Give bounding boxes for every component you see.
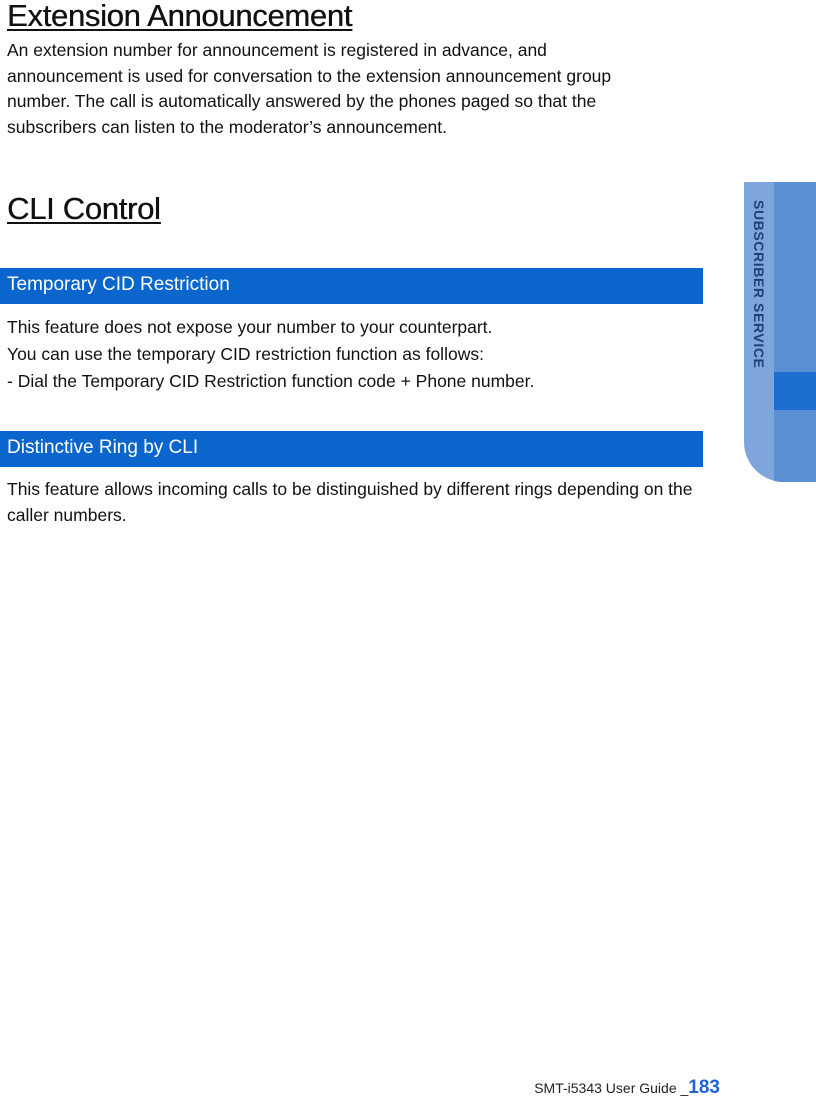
section-heading-cli-control: CLI Control bbox=[7, 191, 161, 226]
page-footer bbox=[534, 1077, 720, 1099]
chapter-side-tab bbox=[744, 182, 816, 482]
footer-guide-title: SMT-i5343 User Guide _ bbox=[534, 1080, 689, 1096]
subsection-title: Temporary CID Restriction bbox=[7, 274, 230, 295]
paragraph-distinctive-ring: This feature allows incoming calls to be distinguished by different rings depending on the caller numbers. bbox=[7, 479, 693, 525]
paragraph-line: This feature does not expose your number to your counterpart. bbox=[7, 317, 493, 337]
paragraph-extension-announcement: An extension number for announcement is registered in advance, and announcement is used for conversation to the extension announcement group number. The call is automatically answered by the phones paged so that the subscribers can listen to the moderator’s announcement. bbox=[7, 40, 612, 137]
subsection-bar-distinctive-ring bbox=[0, 431, 703, 467]
paragraph-line: You can use the temporary CID restriction function as follows: bbox=[7, 344, 484, 364]
subsection-title: Distinctive Ring by CLI bbox=[7, 437, 199, 458]
side-tab-label: SUBSCRIBER SERVICE bbox=[751, 200, 767, 369]
page-number: 183 bbox=[688, 1077, 720, 1098]
section-heading-extension-announcement: Extension Announcement bbox=[7, 0, 352, 33]
paragraph-line: - Dial the Temporary CID Restriction function code + Phone number. bbox=[7, 371, 535, 391]
side-tab-marker bbox=[774, 372, 816, 410]
subsection-bar-temporary-cid-restriction bbox=[0, 268, 703, 304]
paragraph-temporary-cid-restriction bbox=[7, 314, 697, 395]
side-tab-strip bbox=[774, 182, 816, 482]
